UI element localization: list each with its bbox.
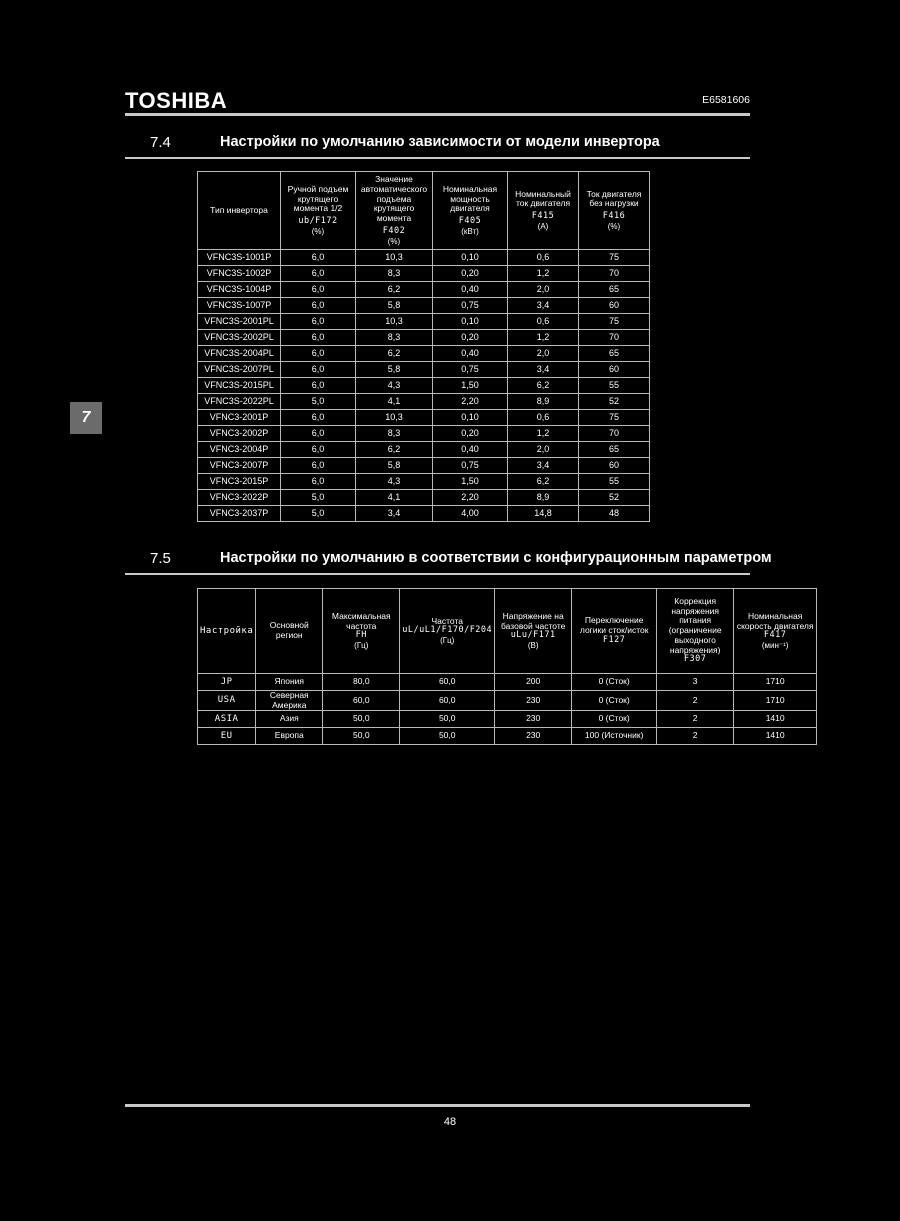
header-label: Переключение логики сток/исток — [579, 615, 649, 636]
table-cell: 60,0 — [400, 691, 495, 711]
section-heading-74 — [125, 134, 750, 156]
table-cell: 4,3 — [356, 377, 433, 393]
header-code: ub/F172 — [298, 216, 338, 227]
table-row — [198, 345, 650, 361]
table-cell: 50,0 — [323, 711, 400, 728]
header-label: Коррекция напряжения питания (ограничение выходного напряжения) — [668, 595, 722, 655]
inverter-defaults-table — [197, 171, 650, 522]
cell-inverter-type: VFNC3S-2022PL — [198, 393, 281, 409]
table-cell: 0,40 — [433, 345, 508, 361]
section-title-75: Настройки по умолчанию в соответствии с конфигурационным параметром — [220, 550, 772, 566]
table-cell: 4,3 — [356, 473, 433, 489]
header-unit: (%) — [607, 221, 621, 231]
table-cell: 50,0 — [400, 728, 495, 745]
table-cell: 0,6 — [508, 313, 579, 329]
table-cell: 8,9 — [508, 393, 579, 409]
region-defaults-table — [197, 588, 817, 745]
table-cell: 10,3 — [356, 409, 433, 425]
header-unit: (A) — [537, 221, 549, 231]
table-row — [198, 711, 817, 728]
column-header-motor-rated-speed — [734, 589, 817, 674]
table-row — [198, 489, 650, 505]
header-label: Настройка — [200, 625, 254, 636]
table-cell: 0,75 — [433, 361, 508, 377]
column-header-setup — [198, 589, 256, 674]
table-cell: 6,0 — [281, 441, 356, 457]
table-cell: 1710 — [734, 674, 817, 691]
table-cell: 5,8 — [356, 361, 433, 377]
cell-setup-code: ASIA — [198, 711, 256, 728]
table-row — [198, 265, 650, 281]
table-cell: 6,2 — [356, 345, 433, 361]
table-row — [198, 281, 650, 297]
table-cell: 4,1 — [356, 393, 433, 409]
header-unit: (B) — [527, 641, 539, 651]
cell-inverter-type: VFNC3S-2004PL — [198, 345, 281, 361]
header-code: F415 — [531, 211, 555, 222]
header-code: F416 — [602, 211, 626, 222]
table-cell: 6,2 — [508, 377, 579, 393]
column-header-motor-rated-current — [508, 172, 579, 250]
table-cell: Северная Америка — [256, 691, 323, 711]
table-row — [198, 313, 650, 329]
table-cell: 80,0 — [323, 674, 400, 691]
section-number-74: 7.4 — [150, 134, 171, 151]
table-cell: Европа — [256, 728, 323, 745]
table-row — [198, 505, 650, 521]
table-cell: 6,2 — [356, 281, 433, 297]
table-cell: 2 — [657, 728, 734, 745]
table-cell: 2,20 — [433, 489, 508, 505]
table-cell: 65 — [579, 441, 650, 457]
header-unit: (%) — [387, 236, 401, 246]
table-cell: 10,3 — [356, 313, 433, 329]
table-cell: 1,2 — [508, 265, 579, 281]
table-cell: 1410 — [734, 728, 817, 745]
table-row — [198, 473, 650, 489]
table-cell: 60,0 — [323, 691, 400, 711]
table-cell: 60,0 — [400, 674, 495, 691]
table-cell: 0 (Сток) — [572, 711, 657, 728]
table-cell: 3,4 — [356, 505, 433, 521]
header-code: FH — [355, 630, 367, 641]
section-number-75: 7.5 — [150, 550, 171, 567]
table-cell: 6,0 — [281, 409, 356, 425]
cell-inverter-type: VFNC3S-1002P — [198, 265, 281, 281]
table-cell: 6,0 — [281, 377, 356, 393]
table-row — [198, 409, 650, 425]
table-cell: 55 — [579, 377, 650, 393]
table-cell: 0,10 — [433, 249, 508, 265]
header-label: Ток двигателя без нагрузки — [586, 188, 642, 209]
table-cell: 6,0 — [281, 425, 356, 441]
table-cell: 100 (Источник) — [572, 728, 657, 745]
table-cell: 6,0 — [281, 457, 356, 473]
cell-inverter-type: VFNC3-2007P — [198, 457, 281, 473]
table-cell: 2,0 — [508, 441, 579, 457]
table-cell: 4,1 — [356, 489, 433, 505]
header-code: uLu/F171 — [510, 630, 556, 641]
cell-setup-code: JP — [198, 674, 256, 691]
column-header-sink-source-logic — [572, 589, 657, 674]
cell-setup-code: EU — [198, 728, 256, 745]
table-cell: 5,0 — [281, 505, 356, 521]
cell-inverter-type: VFNC3-2037P — [198, 505, 281, 521]
header-label: Значение автоматического подъема крутящего момента — [360, 174, 428, 224]
table-cell: 230 — [495, 691, 572, 711]
page-number: 48 — [443, 1116, 457, 1128]
column-header-base-frequency-voltage — [495, 589, 572, 674]
cell-setup-code: USA — [198, 691, 256, 711]
column-header-main-region — [256, 589, 323, 674]
table-cell: 70 — [579, 329, 650, 345]
table-cell: 1,2 — [508, 425, 579, 441]
column-header-max-frequency — [323, 589, 400, 674]
header-label: Максимальная частота — [331, 610, 391, 631]
table-row — [198, 361, 650, 377]
header-code: F402 — [382, 225, 406, 236]
table-cell: 6,0 — [281, 361, 356, 377]
header-label: Частота — [431, 615, 463, 626]
cell-inverter-type: VFNC3-2022P — [198, 489, 281, 505]
header-label: Основной регион — [269, 620, 309, 640]
header-unit: (кВт) — [461, 226, 479, 236]
table-cell: 3,4 — [508, 361, 579, 377]
table-cell: Япония — [256, 674, 323, 691]
column-header-auto-torque-boost — [356, 172, 433, 250]
cell-inverter-type: VFNC3S-1001P — [198, 249, 281, 265]
table-cell: 5,8 — [356, 297, 433, 313]
header-unit: (%) — [311, 226, 325, 236]
table-cell: 3,4 — [508, 297, 579, 313]
table-cell: 230 — [495, 728, 572, 745]
table-cell: 65 — [579, 345, 650, 361]
table-cell: 6,0 — [281, 297, 356, 313]
cell-inverter-type: VFNC3S-1004P — [198, 281, 281, 297]
column-header-inverter-type — [198, 172, 281, 250]
section-title-74: Настройки по умолчанию зависимости от модели инвертора — [220, 134, 660, 150]
table-cell: 0,40 — [433, 441, 508, 457]
table-cell: 0,10 — [433, 313, 508, 329]
table-row — [198, 457, 650, 473]
table-cell: 8,9 — [508, 489, 579, 505]
table-cell: 5,0 — [281, 393, 356, 409]
table-cell: 8,3 — [356, 425, 433, 441]
cell-inverter-type: VFNC3S-2001PL — [198, 313, 281, 329]
header-label: Номинальная скорость двигателя — [736, 610, 814, 631]
section-rule-75 — [125, 573, 750, 575]
table-row — [198, 425, 650, 441]
table-cell: 52 — [579, 393, 650, 409]
table-cell: 75 — [579, 249, 650, 265]
table-cell: 2,0 — [508, 345, 579, 361]
table-cell: 200 — [495, 674, 572, 691]
toshiba-logo: TOSHIBA — [125, 88, 228, 113]
table-header-row — [198, 172, 650, 250]
table-cell: 6,2 — [356, 441, 433, 457]
table-cell: 1,50 — [433, 377, 508, 393]
table-row — [198, 441, 650, 457]
table-row — [198, 377, 650, 393]
table-cell: 1710 — [734, 691, 817, 711]
table-cell: 0 (Сток) — [572, 674, 657, 691]
table-row — [198, 691, 817, 711]
table-cell: 0 (Сток) — [572, 691, 657, 711]
table-cell: 1,2 — [508, 329, 579, 345]
table-cell: 2 — [657, 711, 734, 728]
header-unit: (мин⁻¹) — [761, 641, 789, 651]
section-rule-74 — [125, 157, 750, 159]
table-cell: 70 — [579, 425, 650, 441]
header-code: F307 — [683, 654, 707, 665]
table-cell: 6,0 — [281, 313, 356, 329]
table-cell: 2,0 — [508, 281, 579, 297]
header-code: F127 — [602, 634, 626, 645]
document-code: E6581606 — [702, 94, 750, 106]
column-header-no-load-current — [579, 172, 650, 250]
table-cell: 8,3 — [356, 265, 433, 281]
table-cell: 5,0 — [281, 489, 356, 505]
table-cell: 6,0 — [281, 329, 356, 345]
header-code: F417 — [763, 630, 787, 641]
cell-inverter-type: VFNC3S-1007P — [198, 297, 281, 313]
column-header-motor-rated-power — [433, 172, 508, 250]
table-cell: Азия — [256, 711, 323, 728]
table-cell: 8,3 — [356, 329, 433, 345]
cell-inverter-type: VFNC3-2015P — [198, 473, 281, 489]
table-cell: 5,8 — [356, 457, 433, 473]
table-cell: 2 — [657, 691, 734, 711]
column-header-voltage-compensation — [657, 589, 734, 674]
cell-inverter-type: VFNC3S-2015PL — [198, 377, 281, 393]
table-row — [198, 674, 817, 691]
table-cell: 6,0 — [281, 249, 356, 265]
table-cell: 0,6 — [508, 409, 579, 425]
header-divider — [125, 113, 750, 116]
table-cell: 3,4 — [508, 457, 579, 473]
header-label: Тип инвертора — [210, 204, 268, 215]
cell-inverter-type: VFNC3S-2007PL — [198, 361, 281, 377]
table-cell: 0,40 — [433, 281, 508, 297]
cell-inverter-type: VFNC3-2002P — [198, 425, 281, 441]
table-cell: 60 — [579, 457, 650, 473]
table-row — [198, 393, 650, 409]
table-cell: 0,10 — [433, 409, 508, 425]
table-cell: 10,3 — [356, 249, 433, 265]
header-label: Ручной подъем крутящего момента 1/2 — [287, 183, 349, 214]
header-label: Номинальный ток двигателя — [515, 188, 571, 209]
section-heading-75 — [125, 550, 772, 572]
footer-divider — [125, 1104, 750, 1107]
table-cell: 3 — [657, 674, 734, 691]
table-cell: 6,0 — [281, 345, 356, 361]
header-code: uL/uL1/F170/F204 — [402, 625, 493, 636]
table-cell: 230 — [495, 711, 572, 728]
cell-inverter-type: VFNC3S-2002PL — [198, 329, 281, 345]
page-header — [125, 88, 750, 112]
table-cell: 52 — [579, 489, 650, 505]
table-cell: 6,0 — [281, 281, 356, 297]
chapter-tab: 7 — [70, 402, 102, 434]
table-cell: 0,75 — [433, 457, 508, 473]
header-unit: (Гц) — [354, 641, 369, 651]
table-cell: 60 — [579, 297, 650, 313]
table-cell: 55 — [579, 473, 650, 489]
table-cell: 60 — [579, 361, 650, 377]
table-cell: 75 — [579, 409, 650, 425]
table-cell: 1,50 — [433, 473, 508, 489]
table-cell: 0,6 — [508, 249, 579, 265]
table-cell: 6,0 — [281, 473, 356, 489]
cell-inverter-type: VFNC3-2001P — [198, 409, 281, 425]
table-cell: 4,00 — [433, 505, 508, 521]
table-header-row — [198, 589, 817, 674]
table-cell: 50,0 — [323, 728, 400, 745]
table-cell: 65 — [579, 281, 650, 297]
table-cell: 50,0 — [400, 711, 495, 728]
table-cell: 0,75 — [433, 297, 508, 313]
table-cell: 14,8 — [508, 505, 579, 521]
header-label: Номинальная мощность двигателя — [442, 183, 498, 214]
table-cell: 2,20 — [433, 393, 508, 409]
column-header-frequency — [400, 589, 495, 674]
table-cell: 70 — [579, 265, 650, 281]
column-header-manual-torque-boost — [281, 172, 356, 250]
header-unit: (Гц) — [440, 636, 455, 646]
header-code: F405 — [458, 216, 482, 227]
header-label: Напряжение на базовой частоте — [500, 610, 566, 631]
table-cell: 1410 — [734, 711, 817, 728]
table-row — [198, 728, 817, 745]
cell-inverter-type: VFNC3-2004P — [198, 441, 281, 457]
table-cell: 6,2 — [508, 473, 579, 489]
table-row — [198, 297, 650, 313]
table-cell: 0,20 — [433, 329, 508, 345]
table-cell: 6,0 — [281, 265, 356, 281]
table-cell: 0,20 — [433, 425, 508, 441]
table-cell: 48 — [579, 505, 650, 521]
table-cell: 75 — [579, 313, 650, 329]
table-row — [198, 329, 650, 345]
table-cell: 0,20 — [433, 265, 508, 281]
table-row — [198, 249, 650, 265]
